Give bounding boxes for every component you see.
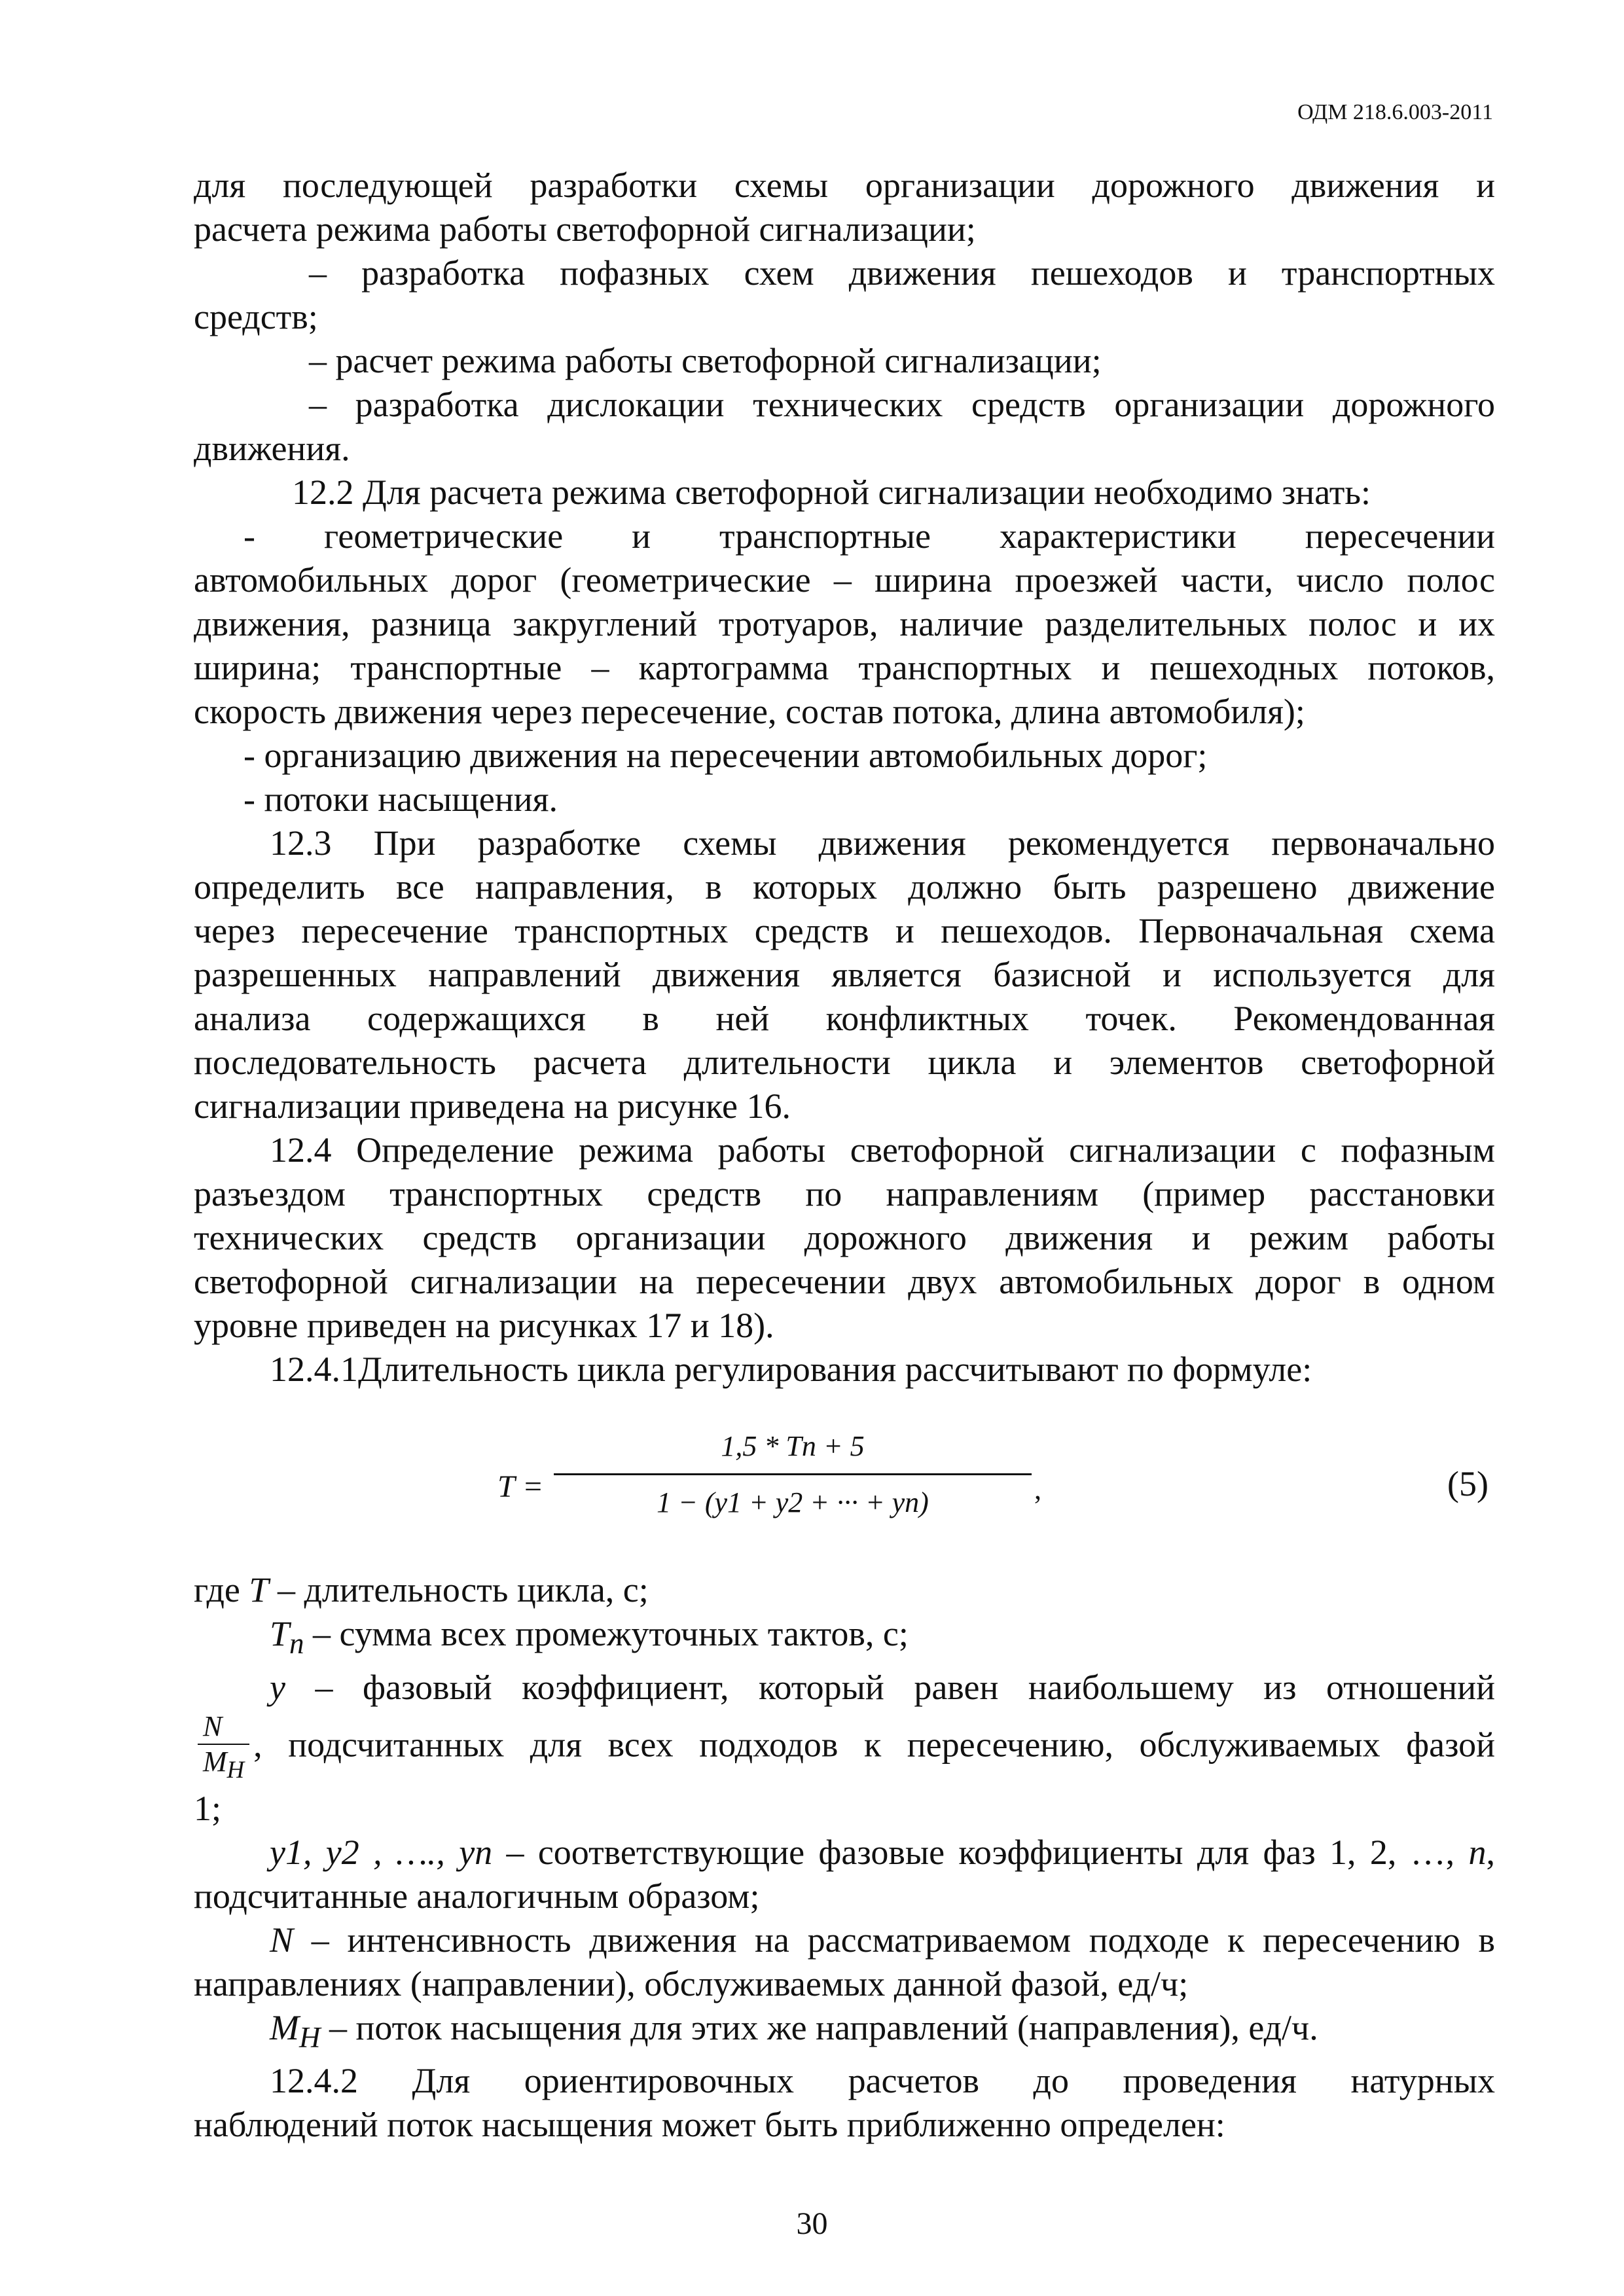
variable: T xyxy=(249,1570,269,1609)
text-span: где xyxy=(194,1570,249,1609)
subscript: H xyxy=(298,2020,321,2054)
definition-line xyxy=(194,1612,1495,1666)
formula-comma: , xyxy=(1034,1473,1041,1505)
text-span: – длительность цикла, с; xyxy=(268,1570,649,1609)
text-line: расчета режима работы светофорной сигнализации; xyxy=(194,209,976,249)
section-heading: 12.2 Для расчета режима светофорной сигнализации необходимо знать: xyxy=(292,473,1371,512)
text-line: 12.3 При разработке схемы движения рекомендуется первоначально xyxy=(270,823,1495,863)
text-span: – фазовый коэффициент, который равен наибольшему из отношений xyxy=(285,1667,1495,1707)
text-line: 12.4.2 Для ориентировочных расчетов до проведения натурных xyxy=(270,2061,1495,2101)
formula-numerator: 1,5 * Tn + 5 xyxy=(721,1430,865,1462)
text-line: подсчитанные аналогичным образом; xyxy=(194,1876,760,1916)
definition-line xyxy=(194,1666,1495,1710)
variable: y xyxy=(270,1667,285,1707)
formula-5 xyxy=(194,1411,1495,1542)
text-line: для последующей разработки схемы организации дорожного движения и xyxy=(194,166,1495,205)
list-item: – расчет режима работы светофорной сигнализации; xyxy=(309,341,1102,380)
equation-number: (5) xyxy=(1447,1464,1489,1503)
text-span: – сумма всех промежуточных тактов, с; xyxy=(304,1614,909,1653)
text-line: наблюдений поток насыщения может быть приближенно определен: xyxy=(194,2105,1225,2145)
text-line: скорость движения через пересечение, состав потока, длина автомобиля); xyxy=(194,692,1305,731)
list-item: – разработка пофазных схем движения пешеходов и транспортных xyxy=(309,253,1495,293)
variable: M xyxy=(270,2007,299,2047)
text-line: автомобильных дорог (геометрические – ширина проезжей части, число полос xyxy=(194,560,1495,600)
variable: N xyxy=(270,1920,294,1960)
text-line: через пересечение транспортных средств и пешеходов. Первоначальная схема xyxy=(194,911,1495,950)
ratio-numerator: N xyxy=(198,1710,249,1745)
text-line: сигнализации приведена на рисунке 16. xyxy=(194,1086,791,1126)
formula-lhs: T = xyxy=(497,1469,544,1504)
subscript: n xyxy=(289,1626,304,1660)
text-line: движения. xyxy=(194,429,350,468)
text-line: направлениях (направлении), обслуживаемых данной фазой, ед/ч; xyxy=(194,1964,1189,2003)
variable: M xyxy=(203,1745,227,1778)
text-line: светофорной сигнализации на пересечении двух автомобильных дорог в одном xyxy=(194,1262,1495,1301)
definition-line xyxy=(194,2006,1495,2060)
text-line: 12.4.1Длительность цикла регулирования рассчитывают по формуле: xyxy=(270,1350,1312,1389)
text-span: , xyxy=(1486,1832,1495,1872)
document-code: ОДМ 218.6.003-2011 xyxy=(1297,100,1493,124)
list-item: - организацию движения на пересечении автомобильных дорог; xyxy=(244,736,1208,775)
text-line: 12.4 Определение режима работы светофорной сигнализации с пофазным xyxy=(270,1130,1495,1170)
list-item: – разработка дислокации технических средств организации дорожного xyxy=(309,385,1495,424)
formula-denominator: 1 − (y1 + y2 + ··· + yn) xyxy=(657,1486,929,1518)
text-line: ширина; транспортные – картограмма транспортных и пешеходных потоков, xyxy=(194,648,1495,687)
list-item: - геометрические и транспортные характеристики пересечении xyxy=(244,516,1495,556)
text-line: последовательность расчета длительности цикла и элементов светофорной xyxy=(194,1043,1495,1082)
text-line: технических средств организации дорожного движения и режим работы xyxy=(194,1218,1495,1257)
subscript: H xyxy=(226,1755,245,1783)
ratio-fraction xyxy=(198,1710,249,1787)
page-body xyxy=(194,164,1495,2147)
page-number: 30 xyxy=(796,2206,828,2241)
list-item: - потоки насыщения. xyxy=(244,780,558,819)
text-line: разъездом транспортных средств по направлениям (пример расстановки xyxy=(194,1174,1495,1213)
variable: n xyxy=(1468,1832,1487,1872)
definition-line xyxy=(194,1918,1495,1962)
definition-line xyxy=(194,1568,1495,1612)
definition-line xyxy=(194,1831,1495,1874)
text-line: 1; xyxy=(194,1788,222,1828)
ratio-denominator xyxy=(198,1745,249,1787)
variable: y1, y2 , …., yn xyxy=(270,1832,493,1872)
text-span: , подсчитанных для всех подходов к пересечению, обслуживаемых фазой xyxy=(253,1725,1495,1765)
text-span: – поток насыщения для этих же направлений (направления), ед/ч. xyxy=(320,2007,1318,2047)
text-span: – интенсивность движения на рассматриваемом подходе к пересечению в xyxy=(293,1920,1495,1960)
text-line: разрешенных направлений движения является базисной и используется для xyxy=(194,955,1495,994)
text-line: анализа содержащихся в ней конфликтных точек. Рекомендованная xyxy=(194,999,1495,1038)
text-line: определить все направления, в которых должно быть разрешено движение xyxy=(194,867,1495,906)
text-line: уровне приведен на рисунках 17 и 18). xyxy=(194,1306,774,1345)
variable: T xyxy=(270,1614,290,1653)
text-span: – соответствующие фазовые коэффициенты для фаз 1, 2, …, xyxy=(492,1832,1469,1872)
definition-line xyxy=(194,1710,1495,1787)
formula-fraction xyxy=(554,1424,1032,1524)
text-line: средств; xyxy=(194,297,318,336)
text-line: движения, разница закруглений тротуаров, наличие разделительных полос и их xyxy=(194,604,1495,643)
